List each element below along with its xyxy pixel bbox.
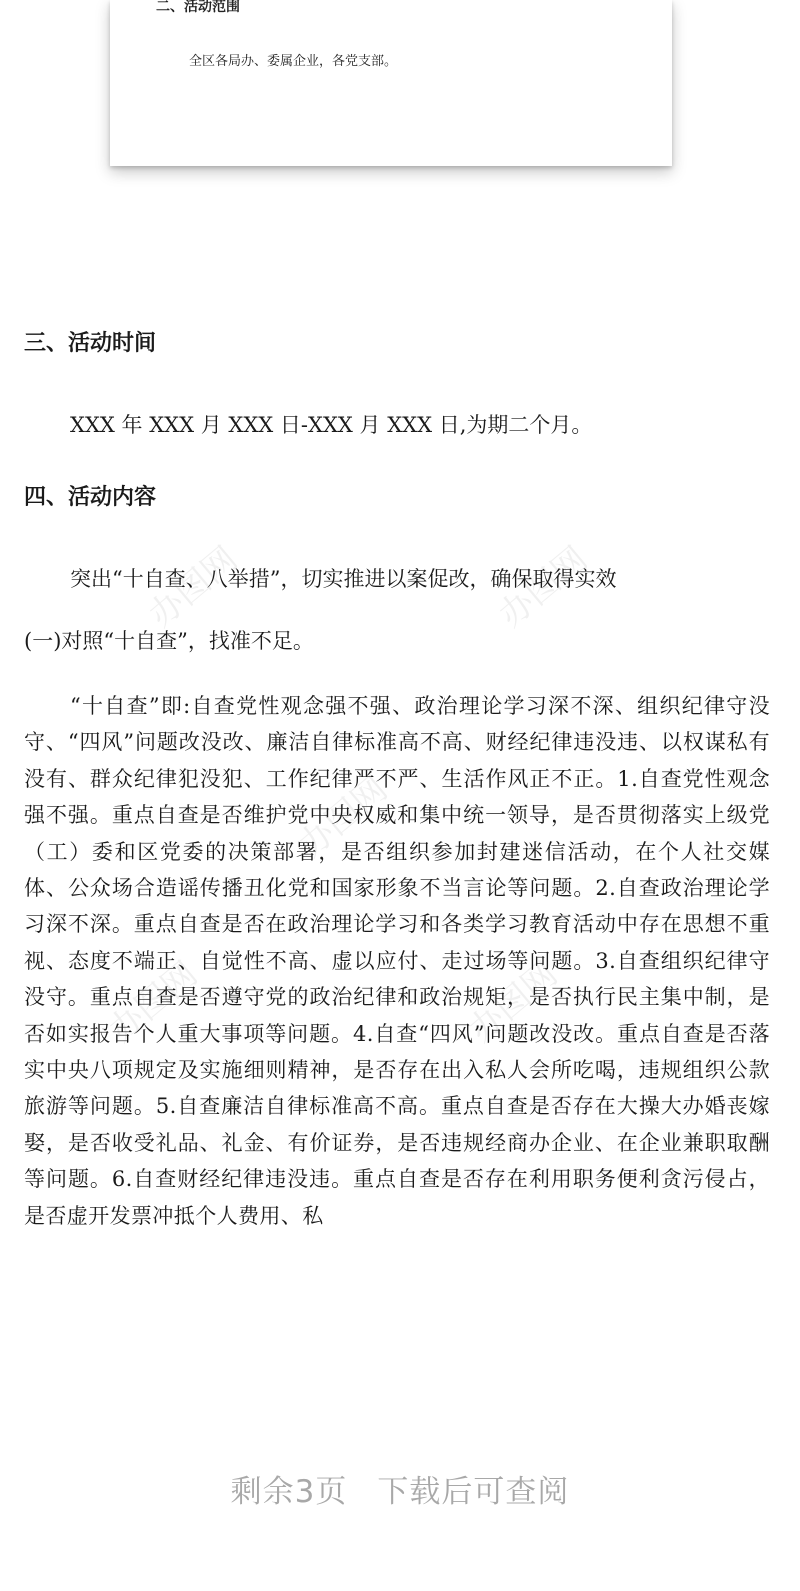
download-prompt[interactable]	[0, 1466, 800, 1511]
remaining-pages-label: 剩余3页	[230, 1474, 348, 1510]
download-to-view-label: 下载后可查阅	[377, 1474, 570, 1510]
content-lead-text: 突出“十自查、八举措”，切实推进以案促改，确保取得实效	[70, 567, 617, 591]
section-heading-scope: 二、活动范围	[156, 0, 240, 15]
watermark-logo: 办图网	[491, 539, 596, 636]
scope-text: 全区各局办、委属企业，各党支部。	[189, 54, 398, 69]
watermark-logo: 办图网	[101, 954, 206, 1051]
page-preview-card	[110, 0, 672, 166]
section-heading-content: 四、活动内容	[24, 485, 157, 510]
time-text: XXX 年 XXX 月 XXX 日-XXX 月 XXX 日,为期二个月。	[70, 413, 593, 437]
self-check-body-text: “十自查”即:自查党性观念强不强、政治理论学习深不深、组织纪律守没守、“四风”问题改没改、廉洁自律标准高不高、财经纪律违没违、以权谋私有没有、群众纪律犯没犯、工作纪律严不严、生活作风正不正。1.自查党性观念强不强。重点自查是否维护党中央权威和集中统一领导，是否贯彻落实上级党（工）委和区党委的决策部署，是否组织参加封建迷信活动，在个人社交媒体、公众场合造谣传播丑化党和国家形象不当言论等问题。2.自查政治理论学习深不深。重点自查是否在政治理论学习和各类学习教育活动中存在思想不重视、态度不端正、自觉性不高、虚以应付、走过场等问题。3.自查组织纪律守没守。重点自查是否遵守党的政治纪律和政治规矩，是否执行民主集中制，是否如实报告个人重大事项等问题。4.自查“四风”问题改没改。重点自查是否落实中央八项规定及实施细则精神，是否存在出入私人会所吃喝，违规组织公款旅游等问题。5.自查廉洁自律标准高不高。重点自查是否存在大操大办婚丧嫁娶，是否收受礼品、礼金、有价证券，是否违规经商办企业、在企业兼职取酬等问题。6.自查财经纪律违没违。重点自查是否存在利用职务便利贪污侵占，是否虚开发票冲抵个人费用、私	[24, 694, 770, 1228]
watermark-logo: 办图网	[141, 539, 246, 636]
section-heading-time: 三、活动时间	[24, 331, 157, 356]
watermark-logo: 办图网	[461, 954, 566, 1051]
sub-heading-self-check: (一)对照“十自查”，找准不足。	[24, 629, 314, 653]
watermark-logo: 办图网	[291, 769, 396, 866]
